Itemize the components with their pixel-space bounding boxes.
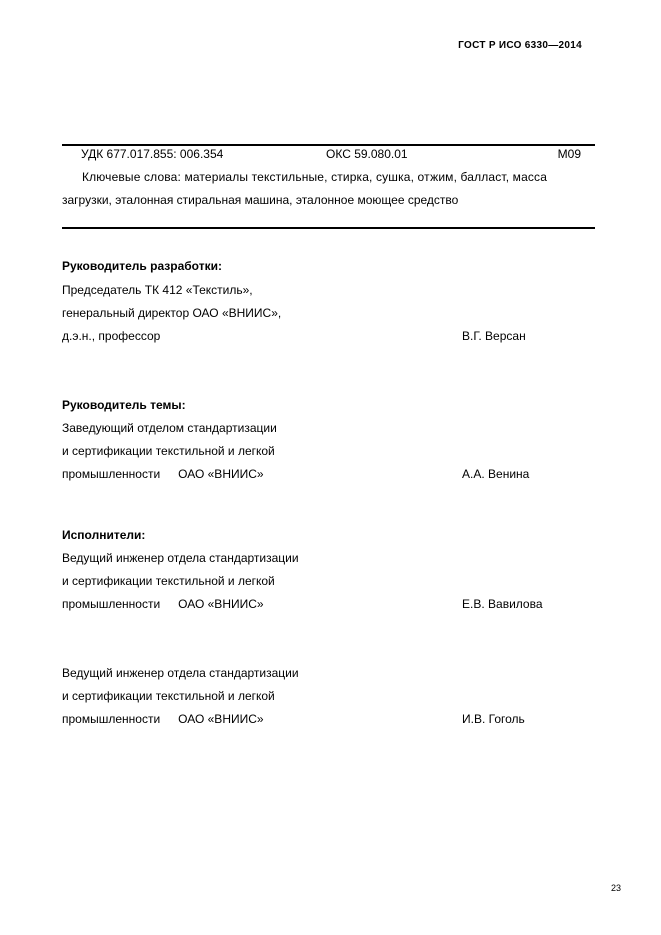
position-line: и сертификации текстильной и легкой [62, 444, 275, 458]
person-name: А.А. Венина [462, 467, 530, 481]
classification-code: М09 [557, 147, 581, 161]
organization-text: ОАО «ВНИИС» [178, 597, 264, 611]
person-name: И.В. Гоголь [462, 712, 525, 726]
udk-code: УДК 677.017.855: 006.354 [81, 147, 224, 161]
position-line [62, 467, 264, 481]
person-name: Е.В. Вавилова [462, 597, 543, 611]
position-line: и сертификации текстильной и легкой [62, 689, 275, 703]
position-line [62, 712, 264, 726]
section-heading: Руководитель темы: [62, 398, 186, 412]
position-line: д.э.н., профессор [62, 329, 161, 343]
keywords-line-2: загрузки, эталонная стиральная машина, эталонное моющее средство [62, 193, 459, 207]
section-heading: Исполнители: [62, 528, 146, 542]
position-text: промышленности [62, 712, 161, 726]
bottom-rule [62, 227, 595, 229]
oks-code: ОКС 59.080.01 [326, 147, 408, 161]
position-line: Ведущий инженер отдела стандартизации [62, 666, 299, 680]
person-name: В.Г. Версан [462, 329, 526, 343]
position-line: Ведущий инженер отдела стандартизации [62, 551, 299, 565]
position-line [62, 597, 264, 611]
organization-text: ОАО «ВНИИС» [178, 712, 264, 726]
keywords-line-1: Ключевые слова: материалы текстильные, стирка, сушка, отжим, балласт, масса [82, 170, 548, 184]
position-line: генеральный директор ОАО «ВНИИС», [62, 306, 282, 320]
section-heading: Руководитель разработки: [62, 259, 222, 273]
position-line: Заведующий отделом стандартизации [62, 421, 277, 435]
page-number: 23 [610, 883, 621, 893]
position-text: промышленности [62, 467, 161, 481]
organization-text: ОАО «ВНИИС» [178, 467, 264, 481]
position-line: Председатель ТК 412 «Текстиль», [62, 283, 253, 297]
position-line: и сертификации текстильной и легкой [62, 574, 275, 588]
position-text: промышленности [62, 597, 161, 611]
top-rule [62, 144, 595, 146]
document-code-header: ГОСТ Р ИСО 6330—2014 [458, 40, 582, 51]
